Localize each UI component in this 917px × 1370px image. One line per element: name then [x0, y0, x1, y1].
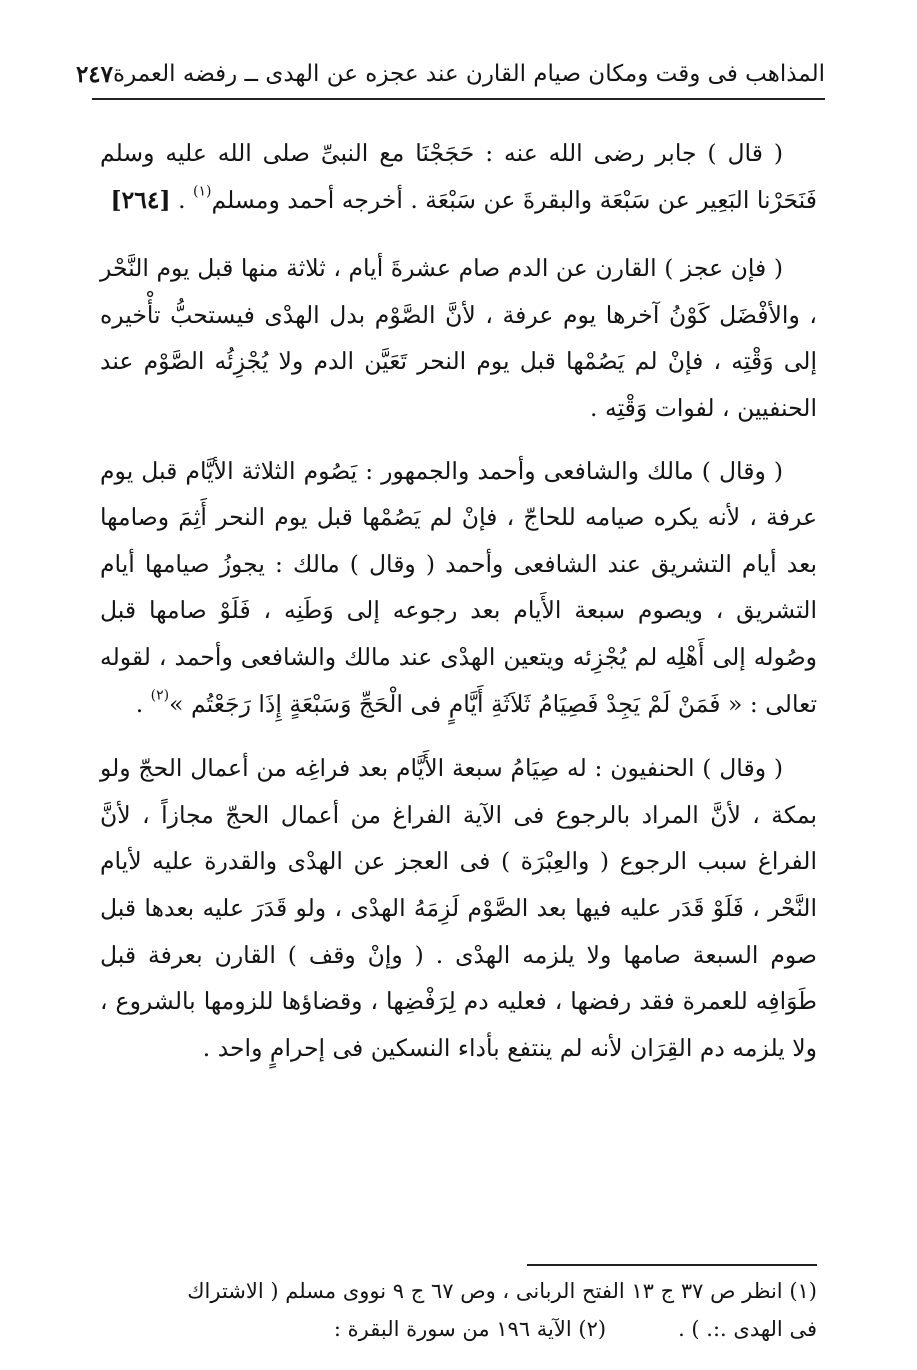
paragraph-text: ( قال ) جابر رضى الله عنه : حَجَجْنَا مع النبىِّ صلى الله عليه وسلم فَنَحَرْنا البَعِير عن سَبْعَة والبقرةَ عن سَبْعَة . أخرجه أحمد ومسلم	[100, 139, 817, 214]
header-rule	[92, 98, 825, 100]
footnote-line-1: (١) انظر ص ٣٧ ج ١٣ الفتح الربانى ، وص ٦٧ ج ٩ نووى مسلم ( الاشتراك	[187, 1279, 817, 1303]
page-header	[75, 52, 825, 96]
page-number: ٢٤٧	[75, 60, 114, 88]
paragraph-tail: .	[170, 185, 194, 214]
footnote-continuation: فى الهدى .:. ) .	[678, 1317, 817, 1341]
footnote-2: (٢) الآية ١٩٦ من سورة البقرة :	[333, 1317, 607, 1341]
footnotes	[92, 1272, 817, 1348]
footnote-line-2	[92, 1310, 817, 1348]
main-text	[100, 130, 817, 1097]
paragraph-text: ( وقال ) الحنفيون : له صِيَامُ سبعة الأَيَّام بعد فراغِه من أعمال الحجّ ولو بمكة ، لأنَّ المراد بالرجوع فى الآية الفراغ من أعمال الحجّ مجازاً ، لأنَّ الفراغ سبب الرجوع ( والعِبْرَة ) فى العجز عن الهدْى والقدرة عليه لأيام النَّحْر ، فَلَوْ قَدَر عليه فيها بعد الصَّوْم لَزِمَهُ الهدْى ، ولو قَدَرَ عليه بعدها قبل صوم السبعة صامها ولا يلزمه الهدْى . ( وإنْ وقف ) القارن بعرفة قبل طَوَافِه للعمرة فقد رفضها ، فعليه دم لِرَفْضِها ، وقضاؤها للزومها بالشروع ، ولا يلزمه دم القِرَان لأنه لم ينتفع بأداء النسكين فى إحرامٍ واحد .	[100, 754, 817, 1062]
footnote-mark-2: (٢)	[150, 686, 170, 703]
footnote-rule	[527, 1264, 817, 1266]
paragraph-hadith	[100, 130, 817, 223]
paragraph-tail: .	[135, 689, 151, 718]
paragraph-if-unable	[100, 245, 817, 431]
paragraph-hanafi	[100, 745, 817, 1071]
paragraph-text: ( وقال ) مالك والشافعى وأحمد والجمهور : يَصُوم الثلاثة الأيَّام قبل يوم عرفة ، لأنه يكره صيامه للحاجّ ، فإنْ لم يَصُمْها قبل يوم النحر أَثِمَ وصامها بعد أيام التشريق عند الشافعى وأحمد ( وقال ) مالك : يجوزُ صيامها أيام التشريق ، ويصوم سبعة الأَيام بعد رجوعه إلى وَطَنِه ، فَلَوْ صامها قبل وصُوله إلى أَهْلِه لم يُجْزِئه ويتعين الهدْى عند مالك والشافعى وأحمد ، لقوله تعالى : « فَمَنْ لَمْ يَجِدْ فَصِيَامُ ثَلاَثَةِ أَيَّامٍ فى الْحَجِّ وَسَبْعَةٍ إِذَا رَجَعْتُم »	[100, 456, 817, 718]
footnote-mark-1: (١)	[193, 183, 212, 199]
paragraph-maliki-shafii	[100, 448, 817, 728]
paragraph-text: ( فإن عجز ) القارن عن الدم صام عشرةَ أيام ، ثلاثة منها قبل يوم النَّحْر ، والأفْضَل كَوْنُ آخرها يوم عرفة ، لأنَّ الصَّوْم بدل الهدْى فيستحبُّ تأْخيره إلى وَقْتِه ، فإنْ لم يَصُمْها قبل يوم النحر تَعَيَّن الدم ولا يُجْزِئُه الصَّوْم عند الحنفيين ، لفوات وَقْتِه .	[100, 254, 817, 422]
running-title: المذاهب فى وقت ومكان صيام القارن عند عجزه عن الهدى ــ رفضه العمرة	[113, 61, 825, 87]
hadith-number: [٢٦٤]	[110, 185, 171, 214]
